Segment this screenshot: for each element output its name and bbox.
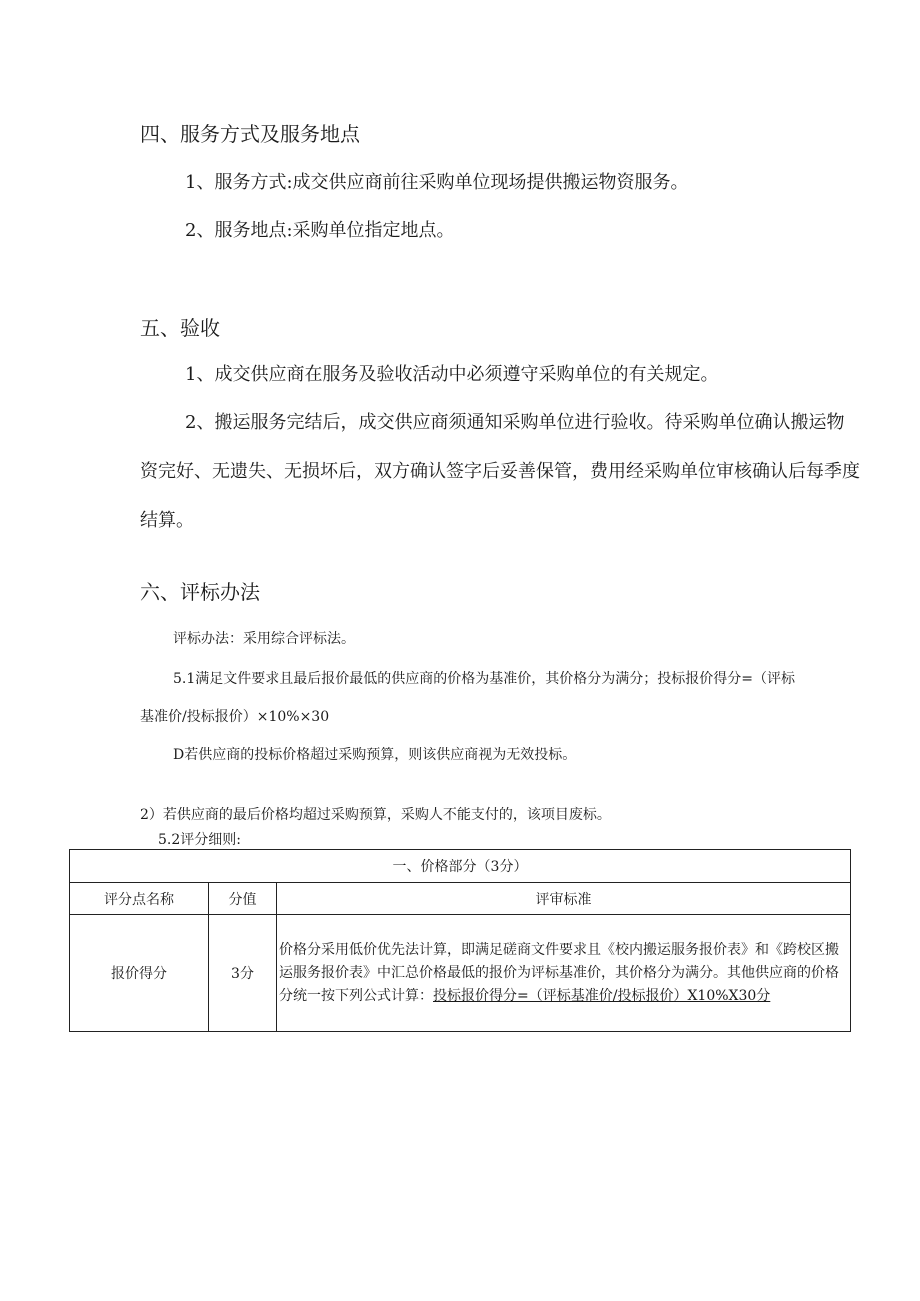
table-title-row — [70, 850, 851, 883]
section-5-item-2: 2、搬运服务完结后，成交供应商须通知采购单位进行验收。待采购单位确认搬运物资完好、无遗失、无损坏后，双方确认签字后妥善保管，费用经采购单位审核确认后每季度结算。 — [140, 412, 860, 531]
header-criteria: 评审标准 — [277, 883, 851, 915]
criteria-formula: 投标报价得分=（评标基准价/投标报价）X10%X30分 — [433, 987, 771, 1004]
table-header-row — [70, 883, 851, 915]
rule-5-1-line-1: 5.1满足文件要求且最后报价最低的供应商的价格为基准价，其价格分为满分；投标报价得分=（评标 — [173, 671, 795, 687]
section-6-heading: 六、评标办法 — [140, 580, 260, 604]
evaluation-method: 评标办法：采用综合评标法。 — [173, 631, 355, 647]
row-name: 报价得分 — [70, 915, 209, 1032]
header-score: 分值 — [209, 883, 277, 915]
section-5-heading: 五、验收 — [140, 316, 220, 340]
row-criteria — [277, 915, 851, 1032]
header-name: 评分点名称 — [70, 883, 209, 915]
rule-5-1-line-2: 基准价/投标报价）×10%×30 — [140, 709, 330, 725]
table-title: 一、价格部分（3分） — [70, 850, 851, 883]
note-1: D若供应商的投标价格超过采购预算，则该供应商视为无效投标。 — [173, 747, 577, 763]
criteria-text: 价格分采用低价优先法计算，即满足磋商文件要求且《校内搬运服务报价表》和《跨校区搬运服务报价表》中汇总价格最低的报价为评标基准价，其价格分为满分。其他供应商的价格分统一按下列公式计算： — [279, 941, 839, 1004]
section-5-item-1: 1、成交供应商在服务及验收活动中必须遵守采购单位的有关规定。 — [185, 364, 719, 385]
table-row — [70, 915, 851, 1032]
row-score: 3分 — [209, 915, 277, 1032]
rule-5-2: 5.2评分细则: — [158, 832, 241, 848]
section-4-item-2: 2、服务地点:采购单位指定地点。 — [185, 220, 455, 241]
section-4-item-1: 1、服务方式:成交供应商前往采购单位现场提供搬运物资服务。 — [185, 172, 689, 193]
note-2: 2）若供应商的最后价格均超过采购预算，采购人不能支付的，该项目废标。 — [140, 807, 611, 823]
section-4-heading: 四、服务方式及服务地点 — [140, 122, 360, 146]
scoring-table — [69, 849, 851, 1032]
